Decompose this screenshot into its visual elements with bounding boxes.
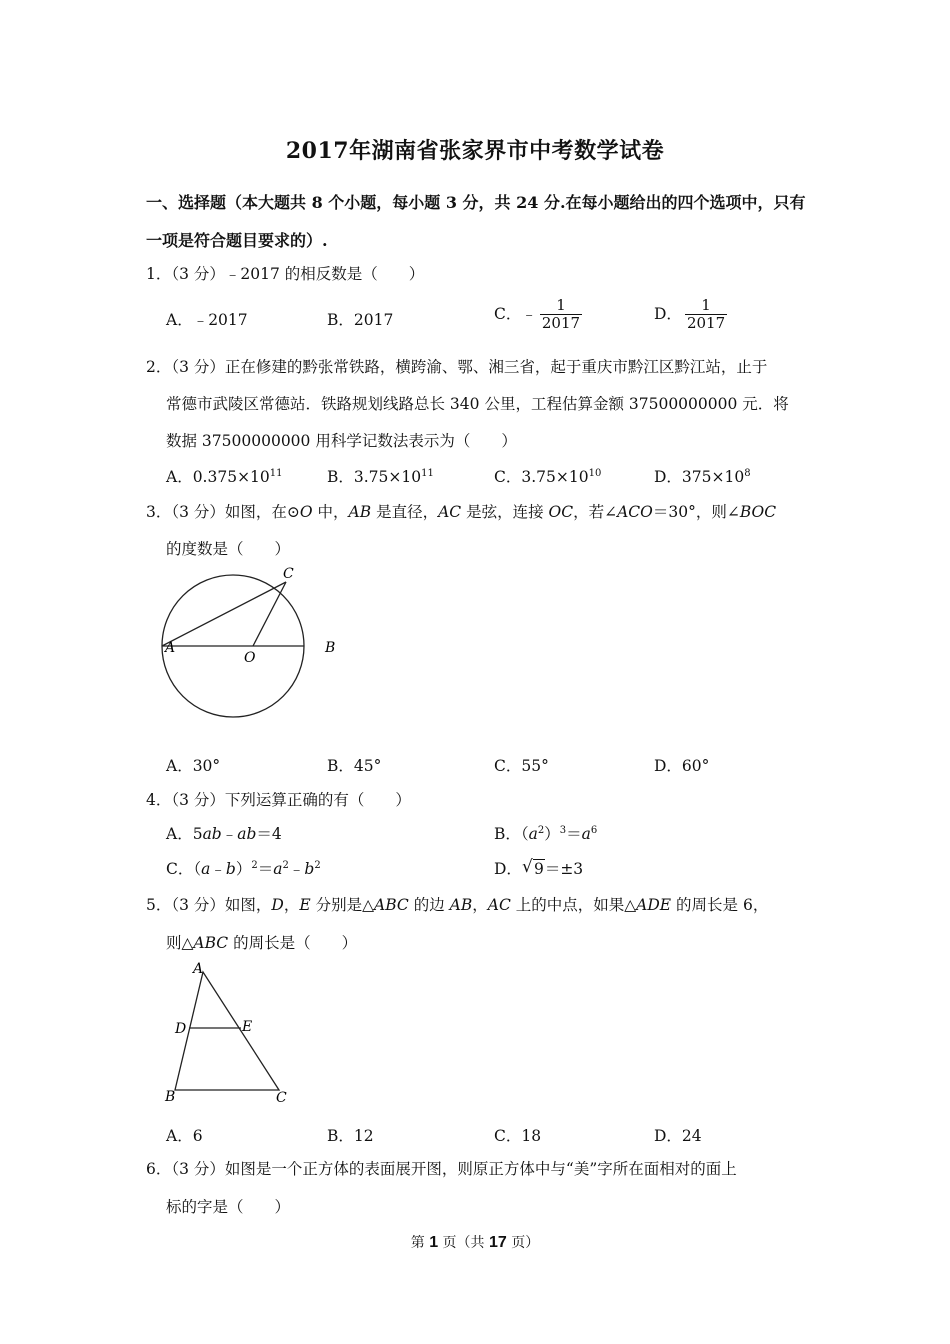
q4-c-exp: 2 (251, 860, 258, 871)
label-a: A (165, 640, 176, 656)
q4-c-var: b (225, 860, 236, 878)
q2-option-c (494, 465, 601, 487)
q3-var: O (299, 503, 313, 521)
q4-option-d (494, 857, 583, 879)
q3-text: 3．（3 分）如图，在⊙ (146, 503, 300, 521)
footer-text: 第 (410, 1235, 430, 1251)
q4-b-var: a (581, 825, 591, 843)
q4-c-var: a (201, 860, 211, 878)
q4-d-text: ＝±3 (544, 860, 584, 878)
label-d: D (175, 1021, 187, 1037)
q3-option-c: C．55° (494, 757, 549, 775)
q5-var: ABC (374, 896, 409, 914)
q5-stem-line1 (146, 893, 768, 915)
q1-option-b: B．2017 (327, 311, 394, 329)
q3-option-a: A．30° (166, 757, 221, 775)
q6-stem-line2: 标的字是（ ） (166, 1198, 291, 1216)
q3-text: 是直径， (371, 503, 439, 521)
q5-text: ， (283, 896, 300, 914)
q3-var: OC (548, 503, 574, 521)
q4-c-text: ＝ (257, 860, 274, 878)
q4-a-text: ＝4 (256, 825, 282, 843)
q4-d-text: D． (494, 860, 522, 878)
q1-option-d-denominator: 2017 (686, 313, 726, 332)
q2-stem-line2: 常德市武陵区常德站．铁路规划线路总长 340 公里，工程估算金额 37500000000 元．将 (166, 395, 789, 413)
q2-stem-line1: 2．（3 分）正在修建的黔张常铁路，横跨渝、鄂、湘三省，起于重庆市黔江区黔江站，止于 (146, 358, 768, 376)
section-heading-line1: 一、选择题（本大题共 8 个小题，每小题 3 分，共 24 分.在每小题给出的四个选项中，只有 (146, 193, 806, 212)
q5-text: ， (472, 896, 488, 914)
label-c: C (283, 566, 294, 582)
q3-circle-figure (160, 562, 340, 722)
q4-b-text: B．（ (494, 825, 529, 843)
label-c: C (276, 1090, 287, 1106)
q5-text: 上的中点，如果△ (510, 896, 637, 914)
q2-option-b-exp: 11 (421, 468, 434, 479)
q4-b-var: a (528, 825, 538, 843)
q6-stem-line1: 6．（3 分）如图是一个正方体的表面展开图，则原正方体中与“美”字所在面相对的面上 (146, 1160, 737, 1178)
q5-var: D (271, 896, 284, 914)
q3-option-b: B．45° (327, 757, 382, 775)
q3-stem-line1 (146, 500, 776, 522)
q5-var: ABC (193, 934, 229, 952)
page-title: 2017年湖南省张家界市中考数学试卷 (285, 138, 665, 164)
q1-option-d-prefix: D． (654, 304, 682, 323)
q2-option-b-base: B．3.75×10 (327, 468, 422, 486)
q1-option-d (654, 298, 727, 332)
q3-var: AC (438, 503, 462, 521)
footer-total-pages: 17 (489, 1234, 507, 1251)
label-e: E (242, 1019, 253, 1035)
q5-triangle-figure (160, 957, 310, 1107)
chord-ac (162, 582, 286, 646)
page-footer (0, 1232, 950, 1252)
q5-option-d: D．24 (654, 1127, 702, 1145)
q4-b-exp: 6 (590, 825, 598, 836)
q1-option-c-denominator: 2017 (541, 313, 581, 332)
q5-option-c: C．18 (494, 1127, 542, 1145)
q1-option-a: A．﹣2017 (166, 311, 248, 329)
q4-option-b (494, 822, 597, 844)
q3-text: 中， (312, 503, 349, 521)
q1-option-c-prefix: C．﹣ (494, 304, 537, 323)
q5-var: E (299, 896, 311, 914)
q4-c-text: ） (235, 860, 252, 878)
q4-option-c (166, 857, 321, 879)
triangle-abc (175, 972, 279, 1090)
q2-option-b (327, 465, 434, 487)
q2-option-a-base: A．0.375×10 (166, 468, 270, 486)
q2-option-d-base: D．375×10 (654, 468, 745, 486)
q5-var: ADE (636, 896, 672, 914)
q5-text: 5．（3 分）如图， (146, 896, 272, 914)
q4-c-text: ﹣ (210, 860, 226, 878)
q5-text: 的边 (408, 896, 450, 914)
q2-stem-line3: 数据 37500000000 用科学记数法表示为（ ） (166, 432, 517, 450)
q5-stem-line2 (166, 931, 357, 953)
q1-option-c (494, 298, 582, 332)
q4-c-text: C．（ (166, 860, 202, 878)
q1-option-d-numerator: 1 (701, 296, 711, 314)
label-b: B (165, 1089, 176, 1105)
q4-a-var: ab (202, 825, 222, 843)
label-a: A (193, 961, 204, 977)
q1-stem: 1．（3 分）﹣2017 的相反数是（ ） (146, 265, 425, 283)
q3-text: ，若∠ (573, 503, 618, 521)
q3-var: AB (348, 503, 372, 521)
q4-d-radicand: 9 (533, 860, 544, 878)
q1-option-c-numerator: 1 (556, 296, 566, 314)
label-o: O (244, 650, 256, 666)
q2-option-a-exp: 11 (269, 468, 283, 479)
footer-page-number: 1 (429, 1234, 439, 1251)
q4-b-text: ＝ (566, 825, 582, 843)
q4-c-text: ﹣ (288, 860, 305, 878)
q2-option-c-base: C．3.75×10 (494, 468, 589, 486)
q3-var: BOC (739, 503, 777, 521)
q2-option-d-exp: 8 (744, 468, 751, 479)
q3-text: 是弦，连接 (461, 503, 549, 521)
q1-option-c-fraction (540, 298, 582, 332)
q5-text: 则△ (166, 934, 194, 952)
q4-a-text: A．5 (166, 825, 203, 843)
segment-oc (253, 582, 286, 646)
label-b: B (325, 640, 336, 656)
q5-text: 的周长是 6， (671, 896, 769, 914)
footer-text: 页） (506, 1235, 540, 1251)
q3-option-d: D．60° (654, 757, 710, 775)
q4-c-exp: 2 (282, 860, 289, 871)
q2-option-d (654, 465, 751, 487)
q4-d-sqrt (522, 860, 545, 878)
q2-option-c-exp: 10 (588, 468, 602, 479)
q5-option-a: A．6 (166, 1127, 203, 1145)
q3-stem-line2: 的度数是（ ） (166, 540, 291, 558)
q5-option-b: B．12 (327, 1127, 374, 1145)
q3-var: ACO (617, 503, 653, 521)
q4-c-exp: 2 (314, 860, 321, 871)
q3-text: ＝30°，则∠ (652, 503, 740, 521)
q4-b-exp: 3 (559, 825, 567, 836)
q4-b-text: ） (544, 825, 560, 843)
q5-text: 分别是△ (310, 896, 375, 914)
q4-b-exp: 2 (537, 825, 545, 836)
q4-c-var: b (304, 860, 315, 878)
q4-stem: 4．（3 分）下列运算正确的有（ ） (146, 791, 411, 809)
q1-option-d-fraction (685, 298, 727, 332)
q2-option-a (166, 465, 283, 487)
q4-option-a (166, 822, 282, 844)
q4-a-var: ab (237, 825, 257, 843)
q5-var: AB (449, 896, 473, 914)
q5-text: 的周长是（ ） (228, 934, 358, 952)
q4-c-var: a (273, 860, 283, 878)
footer-text: 页（共 (438, 1235, 489, 1251)
q5-var: AC (487, 896, 511, 914)
q4-a-text: ﹣ (221, 825, 238, 843)
section-heading-line2: 一项是符合题目要求的）. (146, 231, 328, 250)
